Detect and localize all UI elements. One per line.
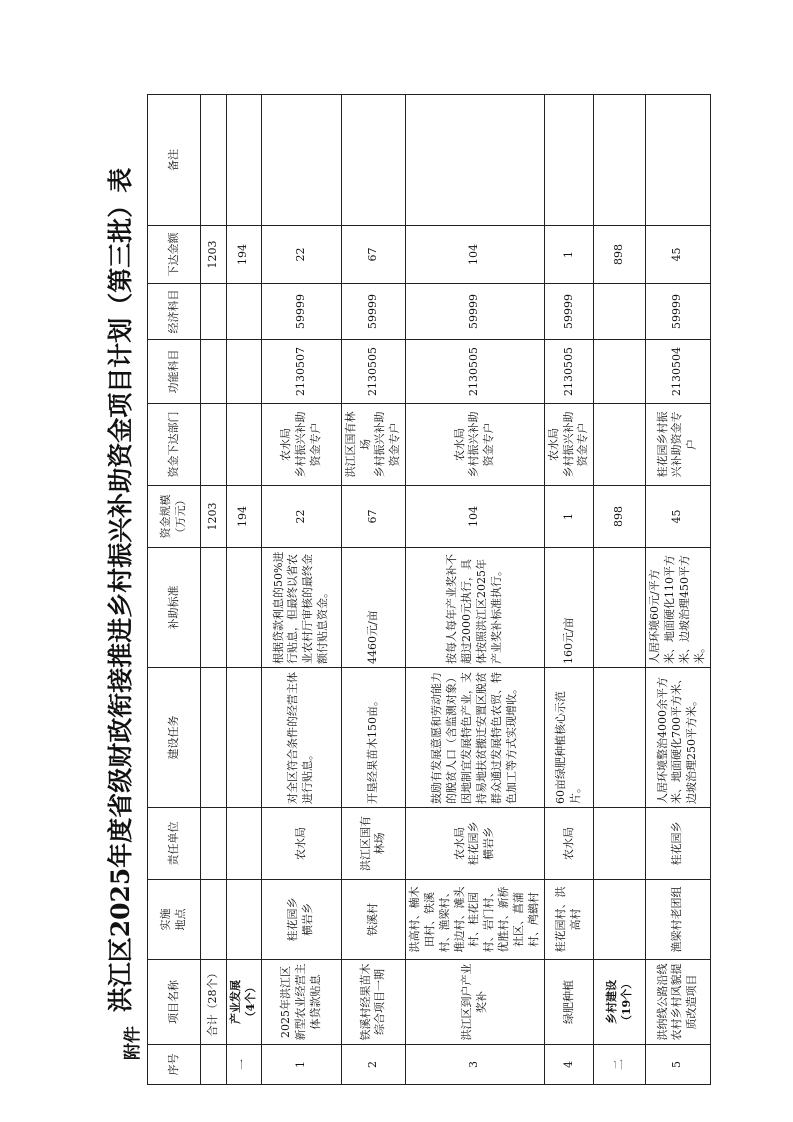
cell-name: 乡村建设 （19个）	[594, 960, 646, 1045]
cell-scale: 67	[341, 486, 405, 548]
project-table	[147, 94, 711, 1085]
cell-place	[594, 880, 646, 960]
cell-place: 桂花园乡 横岩乡	[261, 880, 341, 960]
cell-func: 2130505	[406, 340, 545, 404]
column-header: 补助标准	[148, 548, 201, 668]
cell-amount: 1203	[201, 226, 227, 284]
cell-place: 洪高村、楠木田村、铁溪村、渔梁村、堆边村、滩头村、桂花园村、岩门村、优胜村、新桥社区、菖蒲村、鸬鹚村	[406, 880, 545, 960]
cell-dept: 农水局 乡村振兴补助资金专户	[261, 404, 341, 486]
cell-note	[544, 95, 594, 226]
cell-no: 5	[646, 1045, 710, 1085]
cell-amount: 1	[544, 226, 594, 284]
table-row	[406, 95, 545, 1085]
cell-standard: 根据贷款利息的50%进行贴息，但最终以省农业农村厅审核的最终金额付贴息资金。	[261, 548, 341, 668]
rotated-document	[95, 95, 745, 1085]
cell-func: 2130504	[646, 340, 710, 404]
cell-econ: 59999	[544, 284, 594, 340]
cell-note	[594, 95, 646, 226]
cell-unit	[227, 808, 262, 880]
cell-unit: 农水局	[261, 808, 341, 880]
cell-no: 1	[261, 1045, 341, 1085]
table-row	[201, 95, 227, 1085]
cell-note	[341, 95, 405, 226]
cell-task: 人居环境整治4000余平方米、地面硬化700平方米、边坡治理250平方米。	[646, 668, 710, 808]
column-header: 实施 地点	[148, 880, 201, 960]
cell-func	[227, 340, 262, 404]
column-header: 项目名称	[148, 960, 201, 1045]
cell-place	[201, 880, 227, 960]
cell-amount: 45	[646, 226, 710, 284]
column-header: 序号	[148, 1045, 201, 1085]
table-row	[594, 95, 646, 1085]
cell-place	[227, 880, 262, 960]
column-header: 责任单位	[148, 808, 201, 880]
cell-scale: 45	[646, 486, 710, 548]
cell-dept	[201, 404, 227, 486]
cell-note	[227, 95, 262, 226]
table-row	[646, 95, 710, 1085]
column-header: 备注	[148, 95, 201, 226]
cell-place: 铁溪村	[341, 880, 405, 960]
cell-standard: 按每人每年产业奖补不超过2000元执行，具体按照洪江区2025年产业奖补标准执行。	[406, 548, 545, 668]
cell-name: 绿肥种植	[544, 960, 594, 1045]
cell-dept: 桂花园乡村振兴补助资金专户	[646, 404, 710, 486]
cell-unit: 农水局 桂花园乡 横岩乡	[406, 808, 545, 880]
cell-econ: 59999	[646, 284, 710, 340]
cell-func	[594, 340, 646, 404]
column-header: 资金规模 （万元）	[148, 486, 201, 548]
cell-no: 3	[406, 1045, 545, 1085]
cell-econ: 59999	[406, 284, 545, 340]
cell-name: 铁溪村经果苗木综合项目一期	[341, 960, 405, 1045]
cell-amount: 194	[227, 226, 262, 284]
cell-standard: 160元/亩	[544, 548, 594, 668]
cell-scale: 1203	[201, 486, 227, 548]
cell-task: 对全区符合条件的经营主体进行贴息。	[261, 668, 341, 808]
cell-unit: 桂花园乡	[646, 808, 710, 880]
document-title: 洪江区2025年度省级财政衔接推进乡村振兴补助资金项目计划（第三批）表	[106, 167, 135, 1013]
cell-no: 2	[341, 1045, 405, 1085]
cell-unit	[594, 808, 646, 880]
cell-econ	[201, 284, 227, 340]
cell-place: 渔梁村老团组	[646, 880, 710, 960]
cell-no: 二	[594, 1045, 646, 1085]
cell-dept: 农水局 乡村振兴补助资金专户	[544, 404, 594, 486]
cell-econ	[594, 284, 646, 340]
cell-standard	[594, 548, 646, 668]
cell-dept: 农水局 乡村振兴补助资金专户	[406, 404, 545, 486]
cell-amount: 104	[406, 226, 545, 284]
cell-standard: 人居环境60元/平方米、地面硬化110平方米、边坡治理450平方米。	[646, 548, 710, 668]
cell-name: 2025年洪江区新型农业经营主体贷款贴息	[261, 960, 341, 1045]
cell-task: 开垦经果苗木150亩。	[341, 668, 405, 808]
table-row	[341, 95, 405, 1085]
cell-amount: 22	[261, 226, 341, 284]
header-row	[148, 95, 201, 1085]
cell-func	[201, 340, 227, 404]
cell-name: 洪纳线公路沿线农村乡村风貌提质改造项目	[646, 960, 710, 1045]
cell-note	[261, 95, 341, 226]
cell-unit: 农水局	[544, 808, 594, 880]
cell-scale: 898	[594, 486, 646, 548]
cell-dept: 洪江区国有林场 乡村振兴补助资金专户	[341, 404, 405, 486]
column-header: 资金下达部门	[148, 404, 201, 486]
cell-task	[201, 668, 227, 808]
cell-name: 洪江区到户产业奖补	[406, 960, 545, 1045]
cell-note	[646, 95, 710, 226]
cell-no: 一	[227, 1045, 262, 1085]
cell-note	[406, 95, 545, 226]
cell-unit: 洪江区国有林场	[341, 808, 405, 880]
cell-econ	[227, 284, 262, 340]
cell-econ: 59999	[341, 284, 405, 340]
column-header: 经济科目	[148, 284, 201, 340]
cell-unit	[201, 808, 227, 880]
cell-task	[227, 668, 262, 808]
cell-name: 合计（28个）	[201, 960, 227, 1045]
cell-name: 产业发展 （4个）	[227, 960, 262, 1045]
cell-dept	[227, 404, 262, 486]
cell-econ: 59999	[261, 284, 341, 340]
cell-func: 2130505	[544, 340, 594, 404]
cell-scale: 104	[406, 486, 545, 548]
column-header: 功能科目	[148, 340, 201, 404]
cell-scale: 1	[544, 486, 594, 548]
cell-standard	[201, 548, 227, 668]
cell-task	[594, 668, 646, 808]
column-header: 建设任务	[148, 668, 201, 808]
attachment-label: 附件	[123, 1026, 143, 1060]
cell-no: 4	[544, 1045, 594, 1085]
cell-scale: 22	[261, 486, 341, 548]
cell-amount: 898	[594, 226, 646, 284]
cell-task: 60亩绿肥种植核心示范片。	[544, 668, 594, 808]
cell-standard	[227, 548, 262, 668]
cell-no	[201, 1045, 227, 1085]
cell-func: 2130507	[261, 340, 341, 404]
cell-amount: 67	[341, 226, 405, 284]
cell-task: 鼓励有发展意愿和劳动能力的脱贫人口（含监测对象）因地制宜发展特色产业，支持易地扶贫搬迁安置区脱贫群众通过发展特色农贸、特色加工等方式实现增收。	[406, 668, 545, 808]
cell-note	[201, 95, 227, 226]
column-header: 下达金额	[148, 226, 201, 284]
cell-standard: 4460元/亩	[341, 548, 405, 668]
cell-scale: 194	[227, 486, 262, 548]
table-row	[544, 95, 594, 1085]
table-row	[227, 95, 262, 1085]
table-row	[261, 95, 341, 1085]
cell-func: 2130505	[341, 340, 405, 404]
cell-dept	[594, 404, 646, 486]
cell-place: 桂花园村、洪高村	[544, 880, 594, 960]
